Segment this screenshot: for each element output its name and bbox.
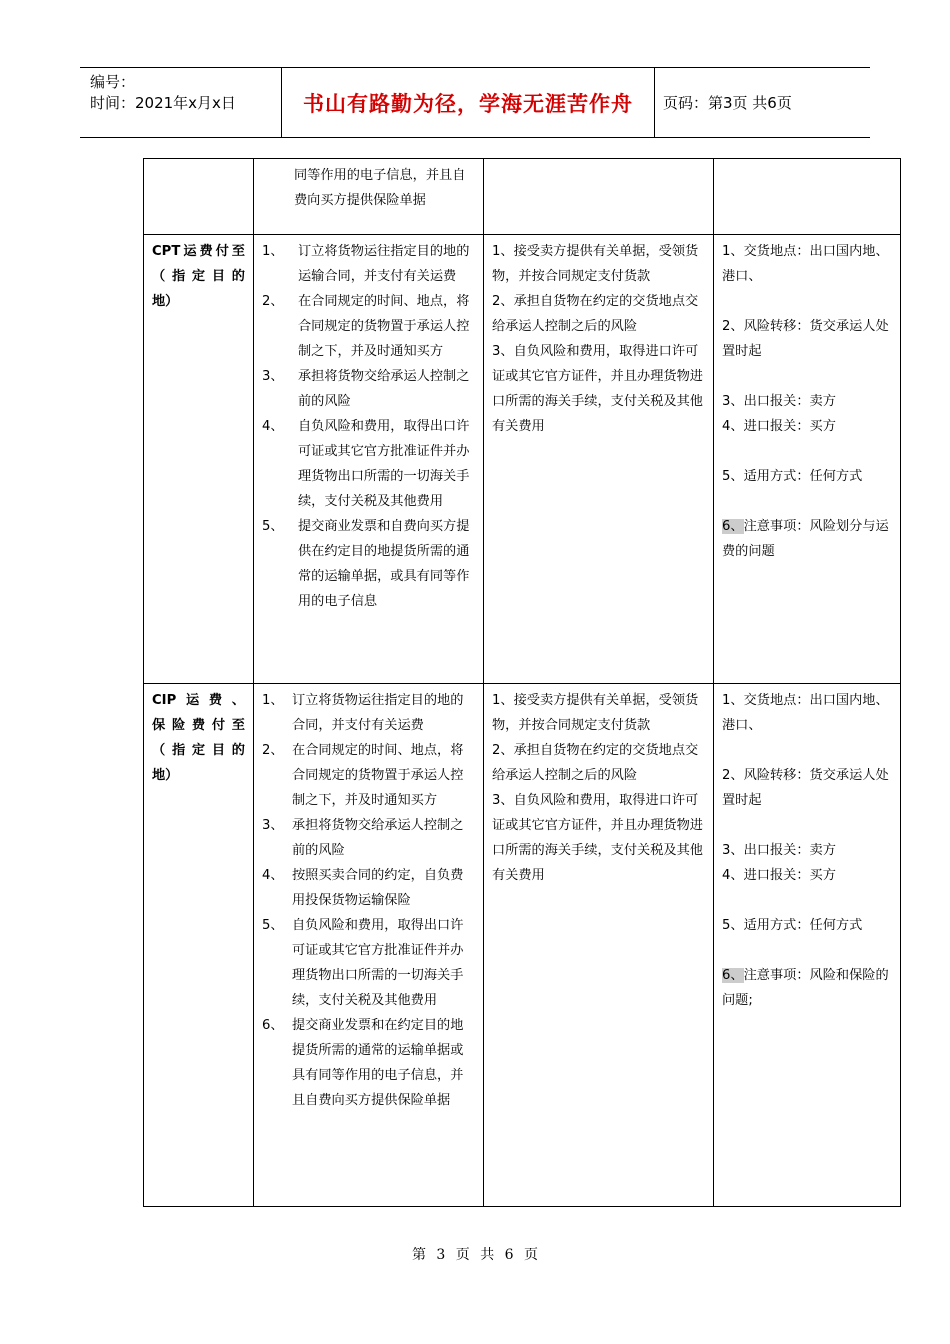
- term-cell: [144, 159, 254, 235]
- notes-cell: [714, 159, 901, 235]
- buyer-cell: [484, 159, 714, 235]
- term-line: （指定目的: [152, 269, 245, 284]
- highlight-marker: 6、: [722, 968, 744, 983]
- note-attention: 6、注意事项：风险划分与运费的问题: [722, 519, 889, 559]
- page-footer: 第 3 页 共 6 页: [411, 1247, 539, 1263]
- highlight-marker: 6、: [722, 519, 744, 534]
- list-item: 1、接受卖方提供有关单据，受领货物，并按合同规定支付货款: [492, 244, 699, 284]
- incoterms-table: [143, 158, 901, 1207]
- list-item: 3、自负风险和费用，取得进口许可证或其它官方证件，并且办理货物进口所需的海关手续，支付关税及其他有关费用: [492, 344, 703, 434]
- term-line: 保险费付至: [152, 718, 245, 733]
- table-row-cip: [144, 684, 901, 1207]
- note-mode: 5、适用方式：任何方式: [722, 918, 863, 933]
- list-item: 5、 提交商业发票和自费向买方提供在约定目的地提货所需的通常的运输单据，或具有同等作用的电子信息: [262, 519, 470, 609]
- term-line: （指定目的: [152, 743, 245, 758]
- page-header: [80, 67, 870, 138]
- note-export: 3、出口报关：卖方: [722, 843, 836, 858]
- page-label: 页码：第3页 共6页: [663, 94, 792, 112]
- header-divider: [281, 68, 282, 137]
- list-item: 2、承担自货物在约定的交货地点交给承运人控制之后的风险: [492, 294, 699, 334]
- note-mode: 5、适用方式：任何方式: [722, 469, 863, 484]
- seller-cell: [254, 159, 484, 235]
- term-cell-cip: [144, 684, 254, 1207]
- note-delivery: 1、交货地点：出口国内地、 港口、: [722, 693, 889, 733]
- note-import: 4、进口报关：买方: [722, 419, 836, 434]
- header-motto: 书山有路勤为径，学海无涯苦作舟: [303, 91, 633, 116]
- header-meta: [90, 72, 236, 114]
- note-attention: 6、注意事项：风险和保险的问题;: [722, 968, 889, 1008]
- notes-cell-cpt: [714, 235, 901, 684]
- buyer-cell-cip: [484, 684, 714, 1207]
- header-divider: [654, 68, 655, 137]
- list-item: 2、 在合同规定的时间、地点，将合同规定的货物置于承运人控制之下，并及时通知买方: [262, 294, 470, 359]
- list-item: 3、自负风险和费用，取得进口许可证或其它官方证件，并且办理货物进口所需的海关手续，支付关税及其他有关费用: [492, 793, 703, 883]
- list-item: 1、 订立将货物运往指定目的地的运输合同，并支付有关运费: [262, 244, 470, 284]
- list-item: 2、 在合同规定的时间、地点，将合同规定的货物置于承运人控制之下，并及时通知买方: [262, 743, 464, 808]
- note-risk: 2、风险转移：货交承运人处置时起: [722, 319, 889, 359]
- number-label: 编号：: [90, 73, 136, 91]
- note-risk: 2、风险转移：货交承运人处置时起: [722, 768, 889, 808]
- term-cell-cpt: [144, 235, 254, 684]
- term-line: 地）: [152, 294, 179, 309]
- seller-continued-text: 同等作用的电子信息，并且自费向买方提供保险单据: [294, 168, 466, 208]
- time-label: 时间：2021年x月x日: [90, 94, 236, 112]
- note-import: 4、进口报关：买方: [722, 868, 836, 883]
- list-item: 5、 自负风险和费用，取得出口许可证或其它官方批准证件并办理货物出口所需的一切海关手续，支付关税及其他费用: [262, 918, 464, 1008]
- term-line: CIP运费、: [152, 693, 245, 708]
- table-row-cpt: [144, 235, 901, 684]
- buyer-cell-cpt: [484, 235, 714, 684]
- notes-cell-cip: [714, 684, 901, 1207]
- list-item: 3、 承担将货物交给承运人控制之前的风险: [262, 369, 470, 409]
- table-row-continued: [144, 159, 901, 235]
- list-item: 2、承担自货物在约定的交货地点交给承运人控制之后的风险: [492, 743, 699, 783]
- list-item: 6、 提交商业发票和在约定目的地提货所需的通常的运输单据或具有同等作用的电子信息，并且自费向买方提供保险单据: [262, 1018, 464, 1108]
- note-delivery: 1、交货地点：出口国内地、 港口、: [722, 244, 889, 284]
- list-item: 1、 订立将货物运往指定目的地的合同，并支付有关运费: [262, 693, 464, 733]
- seller-cell-cpt: [254, 235, 484, 684]
- list-item: 1、接受卖方提供有关单据，受领货物，并按合同规定支付货款: [492, 693, 699, 733]
- list-item: 4、 自负风险和费用，取得出口许可证或其它官方批准证件并办理货物出口所需的一切海关手续，支付关税及其他费用: [262, 419, 470, 509]
- term-line: CPT运费付至: [152, 244, 245, 259]
- list-item: 4、 按照买卖合同的约定，自负费用投保货物运输保险: [262, 868, 464, 908]
- note-export: 3、出口报关：卖方: [722, 394, 836, 409]
- term-line: 地）: [152, 768, 179, 783]
- seller-cell-cip: [254, 684, 484, 1207]
- list-item: 3、 承担将货物交给承运人控制之前的风险: [262, 818, 464, 858]
